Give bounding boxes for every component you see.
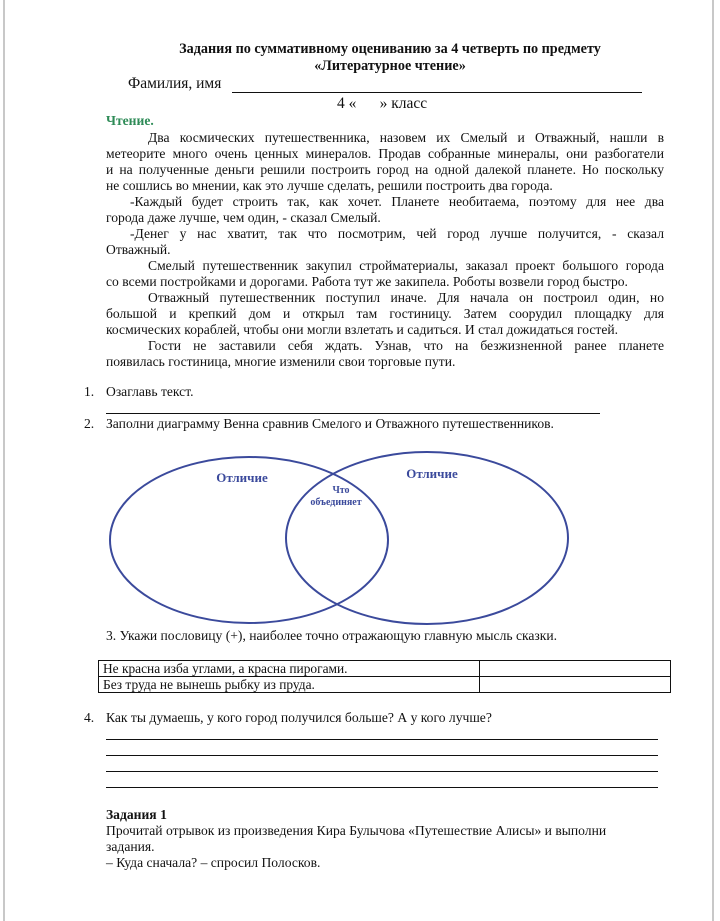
venn-left-label: Отличие xyxy=(216,470,268,485)
paragraph-line: города даже лучше, чем один, - сказал Смелый. xyxy=(106,210,381,225)
paragraph-line: не сошлись во мнении, как это лучше сделать, решили построить два города. xyxy=(106,178,553,193)
paragraph-line: -Денег у нас хватит, так что посмотрим, чей город лучше получится, - сказал xyxy=(130,226,664,241)
section-title-reading: Чтение. xyxy=(106,113,154,128)
class-label: 4 « » класс xyxy=(337,95,428,112)
document-title-line2: «Литературное чтение» xyxy=(314,58,466,74)
proverb-cell: Без труда не вынешь рыбку из пруда. xyxy=(99,677,480,693)
question-2-text: Заполни диаграмму Венна сравнив Смелого и Отважного путешественников. xyxy=(106,416,554,431)
task-1-heading: Задания 1 xyxy=(106,807,167,822)
proverb-mark-cell[interactable] xyxy=(480,677,671,693)
paragraph-line: Смелый путешественник закупил стройматериалы, заказал проект большого города xyxy=(148,258,664,273)
table-row xyxy=(99,677,671,693)
venn-center-label-line1: Что xyxy=(332,485,350,496)
table-row xyxy=(99,661,671,677)
paragraph-line: метеорите много очень ценных минералов. Продав собранные минералы, они разбогатели xyxy=(106,146,664,161)
question-3 xyxy=(106,628,557,644)
paragraph-line: -Каждый будет строить так, как хочет. Планете необитаема, поэтому для нее два xyxy=(130,194,664,209)
task-1-instructions-line1: Прочитай отрывок из произведения Кира Булычова «Путешествие Алисы» и выполни xyxy=(106,823,607,838)
proverb-mark-cell[interactable] xyxy=(480,661,671,677)
question-4-answer-line[interactable] xyxy=(106,755,658,756)
question-4-answer-line[interactable] xyxy=(106,739,658,740)
task-1-instructions-line2: задания. xyxy=(106,839,155,854)
document-title-line1: Задания по суммативному оцениванию за 4 четверть по предмету xyxy=(179,41,601,57)
question-4-text: Как ты думаешь, у кого город получился больше? А у кого лучше? xyxy=(106,710,492,725)
question-1-text: Озаглавь текст. xyxy=(106,384,194,399)
paragraph-line: со всеми постройками и дорогами. Работа тут же закипела. Роботы возвели город быстро. xyxy=(106,274,628,289)
question-4-answer-line[interactable] xyxy=(106,787,658,788)
name-label: Фамилия, имя xyxy=(128,75,222,92)
question-3-text: Укажи пословицу (+), наиболее точно отражающую главную мысль сказки. xyxy=(119,628,558,643)
question-1-number: 1. xyxy=(84,384,95,399)
paragraph-line: появилась гостиница, многие изменили свои торговые пути. xyxy=(106,354,456,369)
paragraph-line: Два космических путешественника, назовем их Смелый и Отважный, нашли в xyxy=(148,130,664,145)
paragraph-line: Отважный. xyxy=(106,242,171,257)
paragraph-line: Гости не заставили себя ждать. Узнав, что на безжизненной ранее планете xyxy=(148,338,664,353)
proverb-cell: Не красна изба углами, а красна пирогами. xyxy=(99,661,480,677)
paragraph-line: и на полученные деньги решили построить город на одной далекой планете. Но поскольку xyxy=(106,162,664,177)
task-1-dialogue: – Куда сначала? – спросил Полосков. xyxy=(106,855,321,870)
venn-center-label-line2: объединяет xyxy=(310,497,362,508)
paragraph-line: Отважный путешественник поступил иначе. Для начала он построил один, но xyxy=(148,290,664,305)
proverbs-table xyxy=(98,660,671,693)
question-4-answer-line[interactable] xyxy=(106,771,658,772)
question-3-number: 3. xyxy=(106,628,117,643)
question-4-number: 4. xyxy=(84,710,95,725)
venn-right-label: Отличие xyxy=(406,466,458,481)
paragraph-line: космических кораблей, чтобы они могли взлетать и садиться. И стал дожидаться гостей. xyxy=(106,322,619,337)
paragraph-line: большой и крепкий дом и открыл там гостиницу. Затем соорудил площадку для xyxy=(106,306,664,321)
question-2-number: 2. xyxy=(84,416,95,431)
